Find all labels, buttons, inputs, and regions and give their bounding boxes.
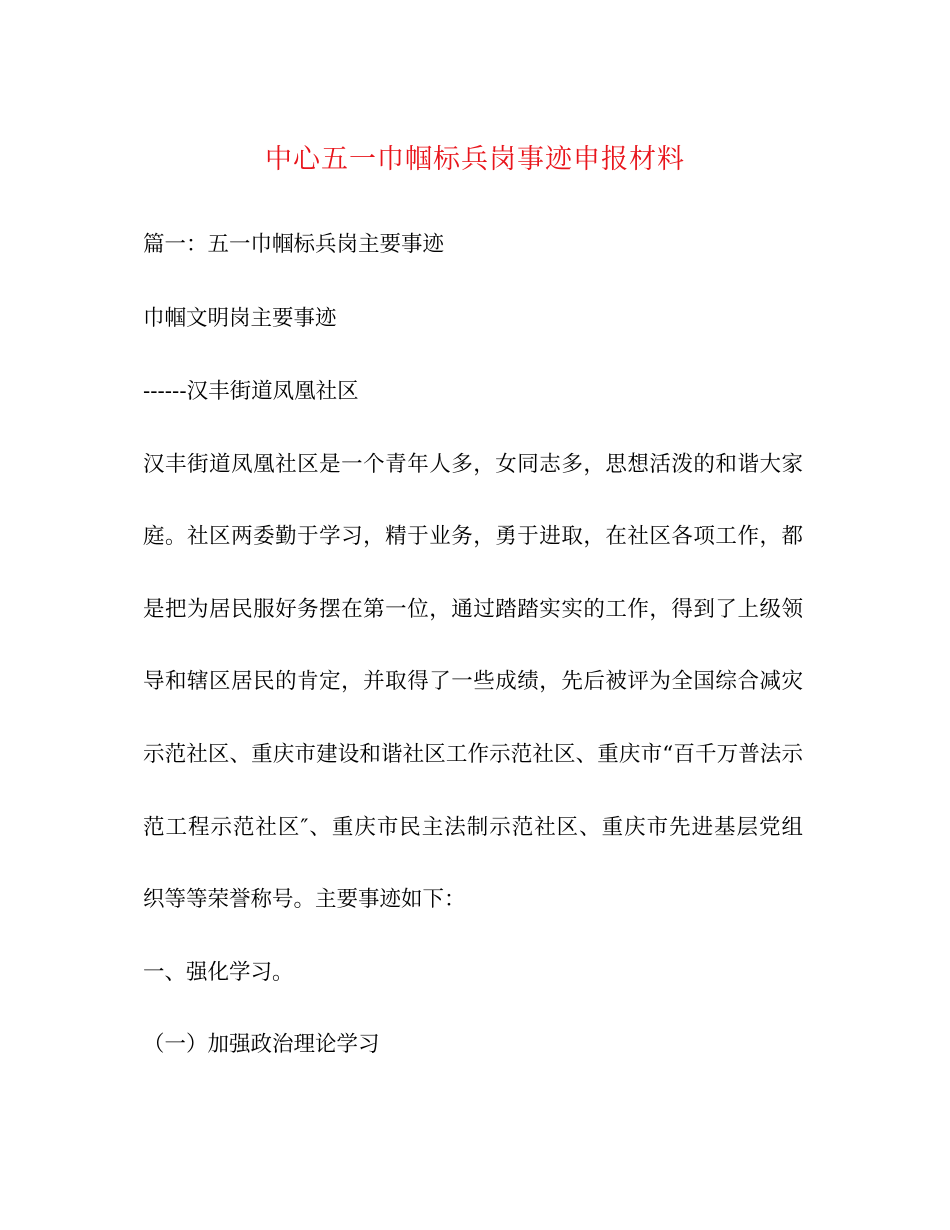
byline: ------汉丰街道凤凰社区 [143,379,359,404]
subheading: 巾帼文明岗主要事迹 [143,306,337,331]
paragraph-line: 示范社区、重庆市建设和谐社区工作示范社区、重庆市“百千万普法示 [143,742,803,767]
paragraph-line: 织等等荣誉称号。主要事迹如下： [143,887,466,912]
paragraph-line: 是把为居民服好务摆在第一位，通过踏踏实实的工作，得到了上级领 [143,597,803,622]
paragraph-line: 庭。社区两委勤于学习，精于业务，勇于进取，在社区各项工作，都 [143,524,803,549]
paragraph-line: 范工程示范社区″、重庆市民主法制示范社区、重庆市先进基层党组 [143,815,803,840]
paragraph-line: 导和辖区居民的肯定，并取得了一些成绩，先后被评为全国综合减灾 [143,669,803,694]
document-title: 中心五一巾帼标兵岗事迹申报材料 [265,144,685,175]
sub-list-heading: （一）加强政治理论学习 [143,1032,380,1057]
list-heading: 一、强化学习。 [143,960,294,985]
section-heading: 篇一：五一巾帼标兵岗主要事迹 [143,232,445,257]
paragraph-line: 汉丰街道凤凰社区是一个青年人多，女同志多，思想活泼的和谐大家 [143,452,803,477]
